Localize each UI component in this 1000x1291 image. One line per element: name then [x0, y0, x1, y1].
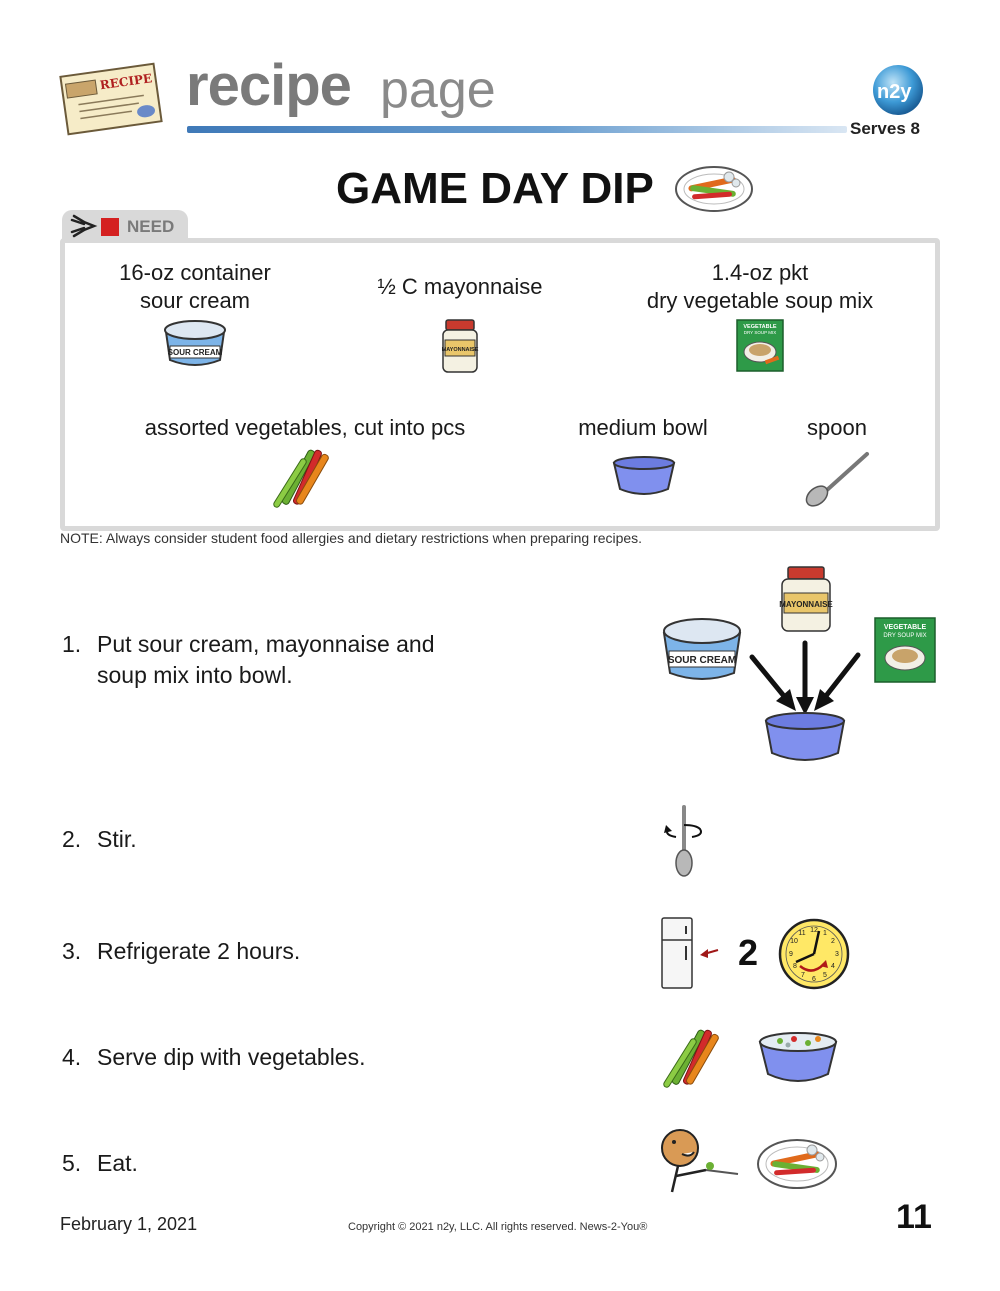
sour-cream-label: SOUR CREAM [667, 655, 737, 666]
need-item-vegetables [110, 414, 500, 442]
spoon-icon [803, 450, 871, 508]
need-label: NEED [127, 217, 175, 236]
step-number: 2. [62, 826, 82, 852]
svg-text:6: 6 [812, 976, 816, 983]
recipe-title: GAME DAY DIP [336, 164, 654, 213]
step-text [97, 1148, 517, 1179]
need-red-square [101, 218, 119, 236]
step-text [97, 629, 517, 691]
soup-mix-box-icon [735, 318, 785, 373]
step-number: 5. [62, 1150, 82, 1176]
need-item-sour-cream [95, 259, 295, 315]
step-text [97, 1042, 517, 1073]
step-line: soup mix into bowl. [97, 662, 293, 688]
step-line: Serve dip with vegetables. [97, 1044, 366, 1070]
need-item-text: dry vegetable soup mix [646, 288, 874, 313]
svg-text:1: 1 [823, 930, 827, 937]
need-item-text: sour cream [139, 288, 251, 313]
veggie-plate-icon [756, 1136, 838, 1190]
soup-mix-label-2: DRY SOUP MIX [743, 330, 777, 335]
need-item-spoon [790, 414, 884, 442]
step-line: Eat. [97, 1150, 138, 1176]
step-line: Put sour cream, mayonnaise and [97, 631, 435, 657]
person-eating-icon [660, 1126, 742, 1198]
footer-date: February 1, 2021 [60, 1214, 198, 1234]
vegetable-sticks-icon [660, 1030, 730, 1086]
svg-text:7: 7 [801, 972, 805, 979]
veggie-plate-icon [674, 163, 754, 213]
soup-mix-label-1: VEGETABLE [743, 324, 777, 330]
sour-cream-tub-icon [162, 320, 228, 370]
footer-copyright: Copyright © 2021 n2y, LLC. All rights reserved. News-2-You® [348, 1221, 648, 1233]
soup-mix-label-2: DRY SOUP MIX [883, 633, 927, 639]
serves-count: Serves 8 [850, 119, 920, 138]
need-item-mayonnaise [340, 273, 580, 301]
hours-number: 2 [738, 932, 759, 973]
step-text [97, 936, 517, 967]
mayonnaise-label: MAYONNAISE [779, 600, 833, 609]
vegetable-sticks-icon [270, 450, 340, 506]
mayonnaise-label: MAYONNAISE [441, 347, 479, 353]
hands-icon [70, 214, 98, 238]
need-item-text: 16-oz container [119, 260, 271, 285]
need-item-text: spoon [807, 415, 867, 440]
need-item-text: ½ C mayonnaise [377, 274, 543, 299]
soup-mix-label-1: VEGETABLE [883, 624, 927, 631]
svg-text:2: 2 [831, 938, 835, 945]
svg-text:11: 11 [798, 930, 806, 937]
svg-text:10: 10 [790, 938, 798, 945]
need-item-text: 1.4-oz pkt [711, 260, 809, 285]
recipe-card-icon [58, 64, 164, 134]
stir-spoon-icon [660, 805, 708, 879]
svg-text:12: 12 [810, 927, 818, 934]
need-item-text: medium bowl [578, 415, 708, 440]
step-text [97, 824, 517, 855]
n2y-logo-text: n2y [877, 81, 912, 103]
need-item-text: assorted vegetables, cut into pcs [144, 415, 466, 440]
step-number: 3. [62, 938, 82, 964]
allergy-note: NOTE: Always consider student food allergies and dietary restrictions when preparing recipes. [60, 530, 643, 546]
refrigerator-icon [660, 916, 724, 990]
svg-text:5: 5 [823, 972, 827, 979]
svg-text:9: 9 [789, 951, 793, 958]
need-item-soup-mix [615, 259, 905, 315]
step-line: Stir. [97, 826, 137, 852]
svg-text:3: 3 [835, 951, 839, 958]
n2y-logo-icon [868, 64, 928, 116]
bowl-icon [612, 455, 676, 497]
need-item-bowl [555, 414, 731, 442]
step-number: 1. [62, 631, 82, 657]
mayonnaise-jar-icon [440, 318, 480, 374]
svg-text:8: 8 [793, 963, 797, 970]
sour-cream-label: SOUR CREAM [167, 348, 223, 357]
brand-page-word: page [380, 61, 496, 119]
dip-bowl-icon [758, 1030, 838, 1086]
step-line: Refrigerate 2 hours. [97, 938, 301, 964]
brand-recipe-word: recipe [186, 53, 351, 118]
page-number: 11 [896, 1198, 932, 1236]
header-rule [187, 126, 847, 133]
svg-text:4: 4 [831, 963, 835, 970]
recipe-card-label: RECIPE [99, 71, 153, 93]
step-number: 4. [62, 1044, 82, 1070]
clock-icon [778, 918, 850, 990]
combine-ingredients-icon [660, 563, 940, 768]
